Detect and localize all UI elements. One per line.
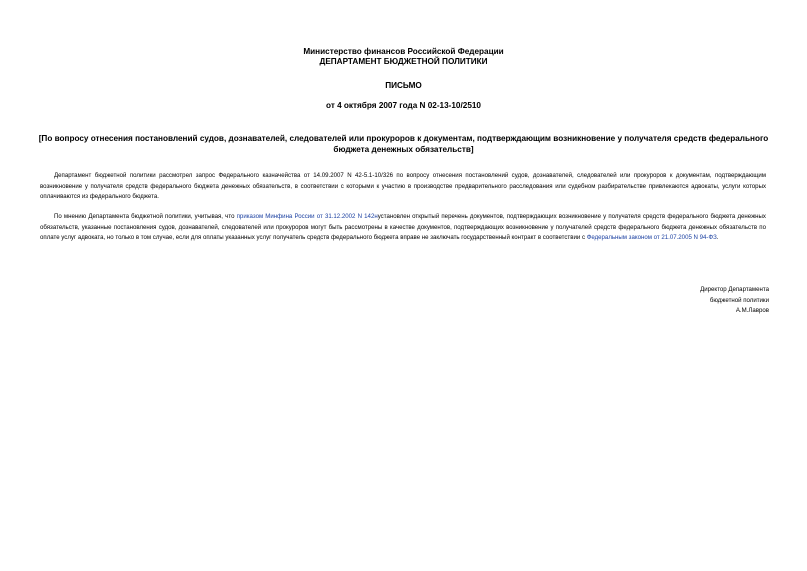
federal-law-94fz-link[interactable]: Федеральным законом от 21.07.2005 N 94-ФЗ — [586, 234, 717, 241]
order-142n-link[interactable]: приказом Минфина России от 31.12.2002 N 142н — [236, 213, 378, 220]
paragraph-1: Департамент бюджетной политики рассмотрел запрос Федерального казначейства от 14.09.2007 N 42-5.1-10/326 по вопросу отнесения постановлений судов, дознавателей, следователей или прокуроров к документам, подтверждающим возникновение у получателя средств федерального бюджета денежных обязательств, в соответствии с которыми к участию в производстве предварительного расследования или судебном разбирательстве привлекаются адвокаты, услуги которых оплачиваются из федерального бюджета. — [40, 172, 766, 200]
signature-name: А.М.Лавров — [735, 307, 769, 314]
ministry-name: Министерство финансов Российской Федерации — [303, 47, 504, 56]
paragraph-2-text-2: установлен открытый перечень документов, подтверждающих возникновение у получателя средств федерального бюджета денежных обязательств, указанные постановления судов, дознавателей, следователей или прокуроров могут быть рассмотрены в качестве документов, подтверждающих возникновение у получателей средств федерального бюджета денежных обязательств по оплате услуг адвоката, но только в том случае, если для оплаты указанных услуг получатель средств федерального бюджета вправе не заключать государственный контракт в соответствии с — [40, 213, 766, 241]
signature-department: бюджетной политики — [709, 296, 769, 304]
document-type: ПИСЬМО — [385, 81, 422, 90]
paragraph-2 — [40, 212, 766, 244]
paragraph-2-text-1: По мнению Департамента бюджетной политики, учитывая, что — [54, 213, 237, 220]
signature-position: Директор Департамента — [700, 286, 769, 293]
paragraph-2-text-3: . — [716, 234, 719, 241]
document-title: [По вопросу отнесения постановлений судов, дознавателей, следователей или прокуроров к документам, подтверждающим возникновение у получателя средств федерального бюджета денежных обязательств] — [38, 134, 769, 154]
department-name: ДЕПАРТАМЕНТ БЮДЖЕТНОЙ ПОЛИТИКИ — [319, 57, 488, 66]
document-date-number: от 4 октября 2007 года N 02-13-10/2510 — [326, 101, 481, 110]
